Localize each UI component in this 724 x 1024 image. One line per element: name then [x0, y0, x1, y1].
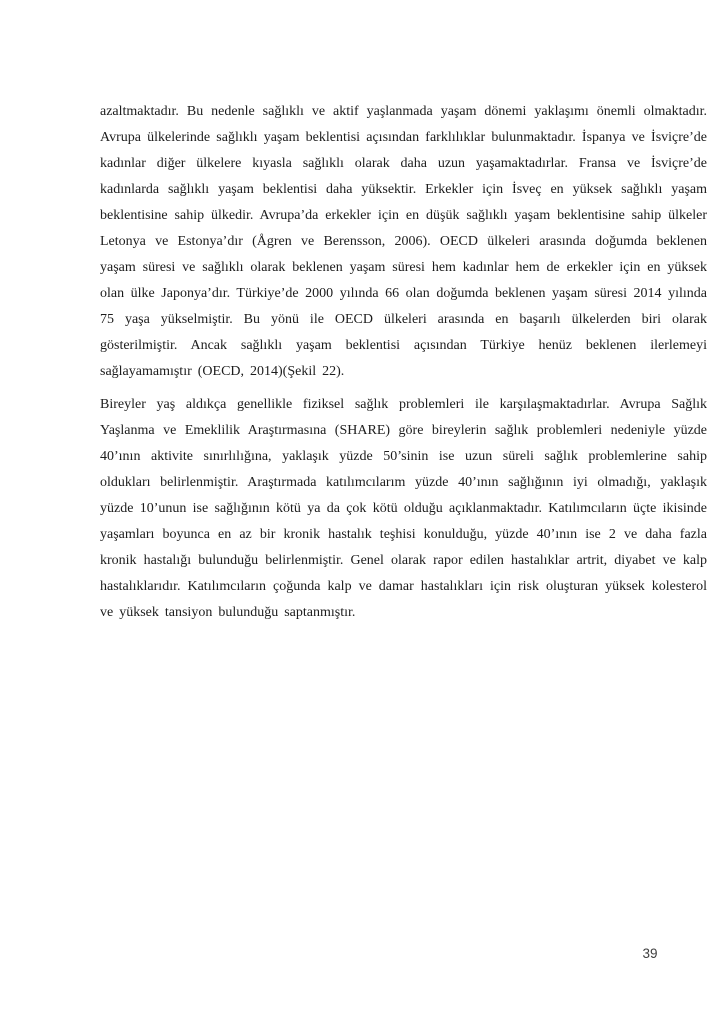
- page-number: 39: [642, 946, 658, 961]
- body-paragraph-1: azaltmaktadır. Bu nedenle sağlıklı ve aktif yaşlanmada yaşam dönemi yaklaşımı önemli olmaktadır. Avrupa ülkelerinde sağlıklı yaşam beklentisi açısından farklılıklar bulunmaktadır. İspanya ve İsviçre’de kadınlar diğer ülkelere kıyasla sağlıklı olarak daha uzun yaşamaktadırlar. Fransa ve İsviçre’de kadınlarda sağlıklı yaşam beklentisi daha yüksektir. Erkekler için İsveç en yüksek sağlıklı yaşam beklentisine sahip ülkedir. Avrupa’da erkekler için en düşük sağlıklı yaşam beklentisine sahip ülkeler Letonya ve Estonya’dır (Ågren ve Berensson, 2006). OECD ülkeleri arasında doğumda beklenen yaşam süresi ve sağlıklı olarak beklenen yaşam süresi hem kadınlar hem de erkekler için en yüksek olan ülke Japonya’dır. Türkiye’de 2000 yılında 66 olan doğumda beklenen yaşam süresi 2014 yılında 75 yaşa yükselmiştir. Bu yönü ile OECD ülkeleri arasında en başarılı ülkelerden biri olarak gösterilmiştir. Ancak sağlıklı yaşam beklentisi açısından Türkiye henüz beklenen ilerlemeyi sağlayamamıştır (OECD, 2014)(Şekil 22).: [100, 104, 707, 379]
- page-text-block: [100, 99, 707, 633]
- page-footer: [630, 945, 670, 963]
- body-paragraph-2: Bireyler yaş aldıkça genellikle fiziksel sağlık problemleri ile karşılaşmaktadırlar. Avrupa Sağlık Yaşlanma ve Emeklilik Araştırmasına (SHARE) göre bireylerin sağlık problemleri nedeniyle yüzde 40’ının aktivite sınırlılığına, yaklaşık yüzde 50’sinin ise uzun süreli sağlık problemlerine sahip oldukları belirlenmiştir. Araştırmada katılımcılarım yüzde 40’ının sağlığının iyi olmadığı, yaklaşık yüzde 10’unun ise sağlığının kötü ya da çok kötü olduğu açıklanmaktadır. Katılımcıların üçte ikisinde yaşamları boyunca en az bir kronik hastalık teşhisi konulduğu, yüzde 40’ının ise 2 ve daha fazla kronik hastalığı bulunduğu belirlenmiştir. Genel olarak rapor edilen hastalıklar artrit, diyabet ve kalp hastalıklarıdır. Katılımcıların çoğunda kalp ve damar hastalıkları için risk oluşturan yüksek kolesterol ve yüksek tansiyon bulunduğu saptanmıştır.: [100, 397, 707, 620]
